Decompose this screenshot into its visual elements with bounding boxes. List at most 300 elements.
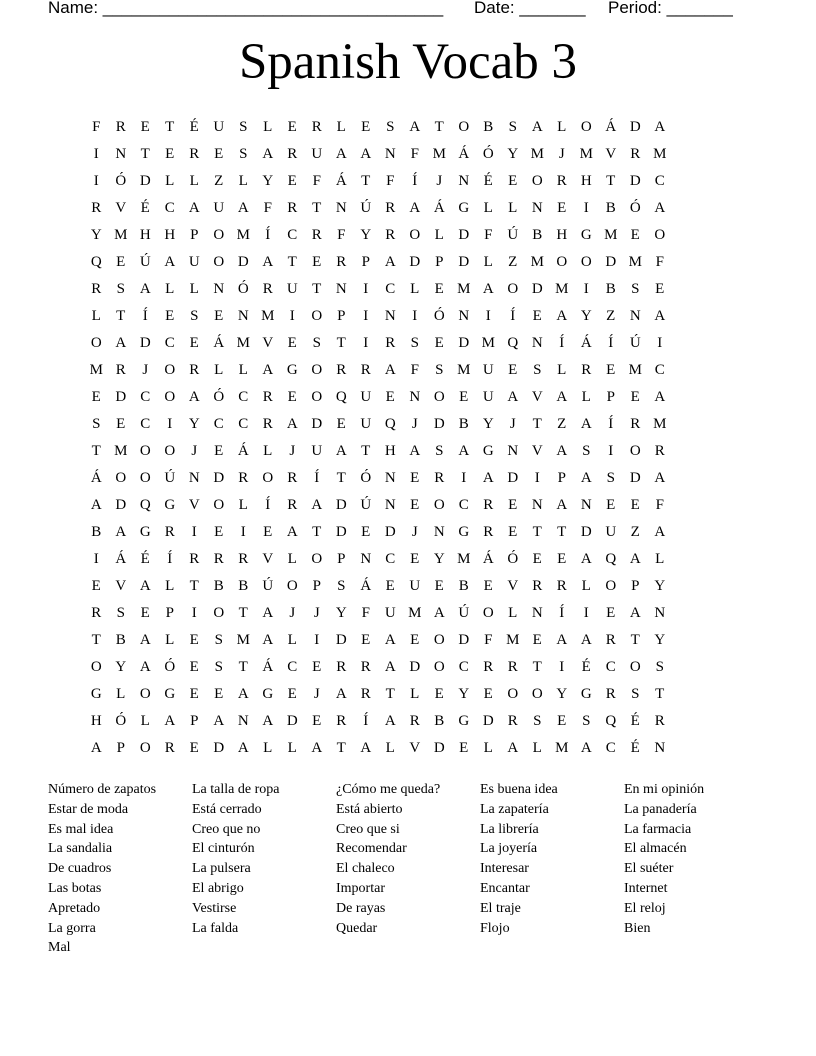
grid-letter[interactable]: D <box>629 119 641 135</box>
grid-letter[interactable]: E <box>214 308 224 324</box>
grid-letter[interactable]: S <box>214 659 223 675</box>
date-field[interactable]: Date: _______ <box>474 0 586 17</box>
grid-letter[interactable]: E <box>287 119 297 135</box>
grid-letter[interactable]: Ó <box>115 173 127 189</box>
grid-letter[interactable]: R <box>360 362 371 378</box>
grid-letter[interactable]: T <box>336 470 346 486</box>
grid-letter[interactable]: O <box>629 659 641 675</box>
grid-letter[interactable]: L <box>165 173 175 189</box>
grid-letter[interactable]: Q <box>335 389 347 405</box>
grid-letter[interactable]: Q <box>384 416 396 432</box>
grid-letter[interactable]: Y <box>507 146 519 162</box>
grid-letter[interactable]: Á <box>482 551 494 567</box>
grid-letter[interactable]: R <box>605 632 616 648</box>
grid-letter[interactable]: T <box>287 254 297 270</box>
grid-letter[interactable]: G <box>482 443 494 459</box>
grid-letter[interactable]: N <box>654 740 666 756</box>
grid-letter[interactable]: R <box>385 335 396 351</box>
grid-letter[interactable]: I <box>93 146 99 162</box>
grid-letter[interactable]: S <box>190 308 199 324</box>
grid-letter[interactable]: S <box>582 713 591 729</box>
grid-letter[interactable]: A <box>629 605 641 621</box>
grid-letter[interactable]: O <box>311 389 323 405</box>
grid-letter[interactable]: O <box>580 119 592 135</box>
grid-letter[interactable]: N <box>384 497 396 513</box>
grid-letter[interactable]: R <box>483 524 494 540</box>
grid-letter[interactable]: O <box>115 470 127 486</box>
grid-letter[interactable]: A <box>654 308 666 324</box>
grid-letter[interactable]: E <box>434 335 444 351</box>
grid-letter[interactable]: A <box>580 551 592 567</box>
grid-letter[interactable]: Ó <box>213 389 225 405</box>
grid-letter[interactable]: E <box>312 254 322 270</box>
grid-letter[interactable]: R <box>189 551 200 567</box>
grid-letter[interactable]: L <box>165 281 175 297</box>
grid-letter[interactable]: P <box>165 605 174 621</box>
grid-letter[interactable]: E <box>606 605 616 621</box>
grid-letter[interactable]: A <box>384 254 396 270</box>
grid-letter[interactable]: R <box>483 659 494 675</box>
grid-letter[interactable]: L <box>165 578 175 594</box>
grid-letter[interactable]: Í <box>265 227 271 243</box>
grid-letter[interactable]: A <box>507 740 519 756</box>
grid-letter[interactable]: Q <box>139 497 151 513</box>
grid-letter[interactable]: A <box>654 119 666 135</box>
grid-letter[interactable]: D <box>139 335 151 351</box>
grid-letter[interactable]: F <box>361 605 370 621</box>
grid-letter[interactable]: M <box>114 227 128 243</box>
grid-letter[interactable]: B <box>115 632 126 648</box>
grid-letter[interactable]: R <box>385 227 396 243</box>
grid-letter[interactable]: M <box>89 362 103 378</box>
grid-letter[interactable]: A <box>556 443 568 459</box>
grid-letter[interactable]: D <box>115 389 127 405</box>
grid-letter[interactable]: E <box>189 632 199 648</box>
grid-letter[interactable]: H <box>164 227 176 243</box>
grid-letter[interactable]: P <box>606 389 615 405</box>
grid-letter[interactable]: Ú <box>507 227 519 243</box>
grid-letter[interactable]: R <box>507 659 518 675</box>
grid-letter[interactable]: R <box>238 470 249 486</box>
grid-letter[interactable]: D <box>531 281 543 297</box>
grid-letter[interactable]: I <box>314 632 320 648</box>
grid-letter[interactable]: V <box>262 551 274 567</box>
grid-letter[interactable]: I <box>240 524 246 540</box>
grid-letter[interactable]: L <box>140 713 150 729</box>
grid-letter[interactable]: G <box>458 713 470 729</box>
grid-letter[interactable]: E <box>312 713 322 729</box>
grid-letter[interactable]: Z <box>606 308 616 324</box>
grid-letter[interactable]: U <box>311 146 323 162</box>
grid-letter[interactable]: A <box>262 632 274 648</box>
grid-letter[interactable]: Z <box>557 416 567 432</box>
grid-letter[interactable]: I <box>461 470 467 486</box>
grid-letter[interactable]: D <box>311 416 323 432</box>
grid-letter[interactable]: P <box>337 551 346 567</box>
grid-letter[interactable]: H <box>90 713 102 729</box>
grid-letter[interactable]: U <box>482 362 494 378</box>
grid-letter[interactable]: E <box>532 551 542 567</box>
grid-letter[interactable]: T <box>434 119 444 135</box>
grid-letter[interactable]: E <box>214 524 224 540</box>
grid-letter[interactable]: M <box>236 227 250 243</box>
grid-letter[interactable]: N <box>629 308 641 324</box>
grid-letter[interactable]: J <box>411 416 418 432</box>
grid-letter[interactable]: N <box>458 173 470 189</box>
grid-letter[interactable]: E <box>287 173 297 189</box>
grid-letter[interactable]: P <box>312 578 321 594</box>
grid-letter[interactable]: R <box>336 254 347 270</box>
grid-letter[interactable]: O <box>90 335 102 351</box>
grid-letter[interactable]: É <box>630 740 640 756</box>
grid-letter[interactable]: E <box>508 362 518 378</box>
grid-letter[interactable]: O <box>286 578 298 594</box>
grid-letter[interactable]: I <box>583 200 589 216</box>
grid-letter[interactable]: L <box>238 362 248 378</box>
grid-letter[interactable]: A <box>409 200 421 216</box>
grid-letter[interactable]: E <box>189 740 199 756</box>
grid-letter[interactable]: N <box>654 605 666 621</box>
grid-letter[interactable]: A <box>237 686 249 702</box>
grid-letter[interactable]: E <box>214 443 224 459</box>
grid-letter[interactable]: E <box>312 659 322 675</box>
grid-letter[interactable]: F <box>655 497 664 513</box>
grid-letter[interactable]: E <box>630 497 640 513</box>
grid-letter[interactable]: R <box>287 146 298 162</box>
grid-letter[interactable]: O <box>311 308 323 324</box>
grid-letter[interactable]: Í <box>265 497 271 513</box>
grid-letter[interactable]: I <box>657 335 663 351</box>
grid-letter[interactable]: Á <box>262 659 274 675</box>
grid-letter[interactable]: O <box>409 227 421 243</box>
grid-letter[interactable]: M <box>261 308 275 324</box>
grid-letter[interactable]: Í <box>608 416 614 432</box>
grid-letter[interactable]: S <box>606 470 615 486</box>
grid-letter[interactable]: Í <box>363 713 369 729</box>
grid-letter[interactable]: Y <box>90 227 102 243</box>
grid-letter[interactable]: N <box>335 200 347 216</box>
grid-letter[interactable]: V <box>262 335 274 351</box>
grid-letter[interactable]: A <box>311 497 323 513</box>
grid-letter[interactable]: C <box>385 281 396 297</box>
grid-letter[interactable]: M <box>408 605 422 621</box>
grid-letter[interactable]: A <box>188 200 200 216</box>
grid-letter[interactable]: R <box>581 362 592 378</box>
grid-letter[interactable]: O <box>213 254 225 270</box>
grid-letter[interactable]: B <box>458 416 469 432</box>
grid-letter[interactable]: I <box>363 308 369 324</box>
grid-letter[interactable]: U <box>213 200 225 216</box>
grid-letter[interactable]: Á <box>213 335 225 351</box>
grid-letter[interactable]: F <box>263 200 272 216</box>
grid-letter[interactable]: D <box>458 335 470 351</box>
grid-letter[interactable]: E <box>116 416 126 432</box>
grid-letter[interactable]: S <box>631 686 640 702</box>
grid-letter[interactable]: D <box>433 740 445 756</box>
grid-letter[interactable]: O <box>164 443 176 459</box>
grid-letter[interactable]: E <box>189 335 199 351</box>
grid-letter[interactable]: M <box>457 362 471 378</box>
grid-letter[interactable]: A <box>409 443 421 459</box>
grid-letter[interactable]: A <box>384 362 396 378</box>
grid-letter[interactable]: P <box>116 740 125 756</box>
grid-letter[interactable]: M <box>555 740 569 756</box>
grid-letter[interactable]: D <box>605 254 617 270</box>
grid-letter[interactable]: C <box>458 497 469 513</box>
grid-letter[interactable]: A <box>654 200 666 216</box>
grid-letter[interactable]: V <box>188 497 200 513</box>
grid-letter[interactable]: D <box>482 713 494 729</box>
grid-letter[interactable]: V <box>531 443 543 459</box>
grid-letter[interactable]: L <box>434 227 444 243</box>
grid-letter[interactable]: Y <box>262 173 274 189</box>
grid-letter[interactable]: R <box>630 416 641 432</box>
grid-letter[interactable]: A <box>237 200 249 216</box>
grid-letter[interactable]: S <box>116 281 125 297</box>
grid-letter[interactable]: E <box>606 362 616 378</box>
grid-letter[interactable]: M <box>481 335 495 351</box>
grid-letter[interactable]: D <box>139 173 151 189</box>
grid-letter[interactable]: V <box>507 578 519 594</box>
grid-letter[interactable]: M <box>457 551 471 567</box>
grid-letter[interactable]: N <box>458 308 470 324</box>
grid-letter[interactable]: S <box>337 578 346 594</box>
grid-letter[interactable]: A <box>360 146 372 162</box>
grid-letter[interactable]: O <box>90 659 102 675</box>
grid-letter[interactable]: M <box>555 281 569 297</box>
grid-letter[interactable]: E <box>214 686 224 702</box>
grid-letter[interactable]: A <box>139 632 151 648</box>
grid-letter[interactable]: V <box>115 200 127 216</box>
grid-letter[interactable]: T <box>312 281 322 297</box>
grid-letter[interactable]: B <box>605 200 616 216</box>
grid-letter[interactable]: N <box>580 497 592 513</box>
grid-letter[interactable]: R <box>115 362 126 378</box>
grid-letter[interactable]: M <box>530 254 544 270</box>
grid-letter[interactable]: P <box>337 308 346 324</box>
grid-letter[interactable]: R <box>556 578 567 594</box>
grid-letter[interactable]: F <box>312 173 321 189</box>
grid-letter[interactable]: O <box>629 443 641 459</box>
grid-letter[interactable]: L <box>410 686 420 702</box>
grid-letter[interactable]: T <box>532 659 542 675</box>
grid-letter[interactable]: A <box>482 470 494 486</box>
grid-letter[interactable]: N <box>384 146 396 162</box>
grid-letter[interactable]: T <box>91 632 101 648</box>
grid-letter[interactable]: E <box>361 632 371 648</box>
grid-letter[interactable]: T <box>385 686 395 702</box>
grid-letter[interactable]: A <box>213 713 225 729</box>
grid-letter[interactable]: M <box>604 227 618 243</box>
grid-letter[interactable]: L <box>165 632 175 648</box>
grid-letter[interactable]: A <box>507 389 519 405</box>
grid-letter[interactable]: L <box>557 362 567 378</box>
grid-letter[interactable]: E <box>165 146 175 162</box>
grid-letter[interactable]: J <box>289 443 296 459</box>
grid-letter[interactable]: F <box>410 362 419 378</box>
grid-letter[interactable]: C <box>164 335 175 351</box>
grid-letter[interactable]: V <box>605 146 617 162</box>
grid-letter[interactable]: S <box>312 335 321 351</box>
grid-letter[interactable]: H <box>556 227 568 243</box>
grid-letter[interactable]: C <box>605 659 616 675</box>
grid-letter[interactable]: E <box>361 524 371 540</box>
grid-letter[interactable]: Z <box>214 173 224 189</box>
grid-letter[interactable]: C <box>140 416 151 432</box>
grid-letter[interactable]: Ó <box>629 200 641 216</box>
grid-letter[interactable]: E <box>459 740 469 756</box>
grid-letter[interactable]: I <box>191 605 197 621</box>
grid-letter[interactable]: E <box>287 686 297 702</box>
grid-letter[interactable]: O <box>213 227 225 243</box>
grid-letter[interactable]: A <box>335 686 347 702</box>
grid-letter[interactable]: J <box>509 416 516 432</box>
grid-letter[interactable]: Á <box>458 146 470 162</box>
grid-letter[interactable]: Í <box>559 605 565 621</box>
grid-letter[interactable]: J <box>313 686 320 702</box>
grid-letter[interactable]: B <box>213 578 224 594</box>
grid-letter[interactable]: Í <box>314 470 320 486</box>
grid-letter[interactable]: D <box>115 497 127 513</box>
name-field[interactable]: Name: ____________________________________ <box>48 0 444 17</box>
grid-letter[interactable]: Í <box>167 551 173 567</box>
grid-letter[interactable]: L <box>508 605 518 621</box>
grid-letter[interactable]: Y <box>556 686 568 702</box>
grid-letter[interactable]: R <box>262 389 273 405</box>
grid-letter[interactable]: U <box>188 254 200 270</box>
grid-letter[interactable]: M <box>628 254 642 270</box>
grid-letter[interactable]: B <box>458 578 469 594</box>
grid-letter[interactable]: A <box>262 146 274 162</box>
grid-letter[interactable]: É <box>140 551 150 567</box>
grid-letter[interactable]: C <box>287 659 298 675</box>
grid-letter[interactable]: I <box>412 308 418 324</box>
grid-letter[interactable]: E <box>557 200 567 216</box>
grid-letter[interactable]: E <box>606 497 616 513</box>
grid-letter[interactable]: T <box>116 308 126 324</box>
grid-letter[interactable]: F <box>92 119 101 135</box>
grid-letter[interactable]: N <box>531 200 543 216</box>
grid-letter[interactable]: R <box>532 578 543 594</box>
grid-letter[interactable]: Z <box>508 254 518 270</box>
grid-letter[interactable]: S <box>386 119 395 135</box>
grid-letter[interactable]: C <box>213 416 224 432</box>
grid-letter[interactable]: L <box>189 281 199 297</box>
grid-letter[interactable]: Á <box>115 551 127 567</box>
grid-letter[interactable]: E <box>655 281 665 297</box>
grid-letter[interactable]: D <box>433 416 445 432</box>
grid-letter[interactable]: D <box>237 254 249 270</box>
grid-letter[interactable]: A <box>139 578 151 594</box>
grid-letter[interactable]: I <box>191 524 197 540</box>
grid-letter[interactable]: Q <box>605 551 617 567</box>
grid-letter[interactable]: D <box>335 524 347 540</box>
grid-letter[interactable]: L <box>238 497 248 513</box>
grid-letter[interactable]: E <box>263 524 273 540</box>
grid-letter[interactable]: Á <box>433 200 445 216</box>
grid-letter[interactable]: R <box>336 713 347 729</box>
grid-letter[interactable]: R <box>360 659 371 675</box>
grid-letter[interactable]: P <box>190 713 199 729</box>
grid-letter[interactable]: R <box>654 443 665 459</box>
grid-letter[interactable]: L <box>91 308 101 324</box>
grid-letter[interactable]: I <box>363 281 369 297</box>
grid-letter[interactable]: Á <box>90 470 102 486</box>
grid-letter[interactable]: E <box>483 686 493 702</box>
grid-letter[interactable]: Á <box>605 119 617 135</box>
grid-letter[interactable]: R <box>287 470 298 486</box>
grid-letter[interactable]: E <box>459 389 469 405</box>
grid-letter[interactable]: I <box>485 308 491 324</box>
grid-letter[interactable]: L <box>483 740 493 756</box>
grid-letter[interactable]: E <box>287 389 297 405</box>
period-field[interactable]: Period: _______ <box>608 0 733 17</box>
grid-letter[interactable]: C <box>140 389 151 405</box>
grid-letter[interactable]: A <box>311 740 323 756</box>
grid-letter[interactable]: O <box>580 254 592 270</box>
grid-letter[interactable]: N <box>531 335 543 351</box>
grid-letter[interactable]: O <box>213 605 225 621</box>
grid-letter[interactable]: A <box>580 740 592 756</box>
grid-letter[interactable]: D <box>629 470 641 486</box>
grid-letter[interactable]: N <box>531 497 543 513</box>
grid-letter[interactable]: L <box>483 200 493 216</box>
grid-letter[interactable]: R <box>630 146 641 162</box>
grid-letter[interactable]: G <box>458 524 470 540</box>
grid-letter[interactable]: N <box>384 308 396 324</box>
grid-letter[interactable]: D <box>335 497 347 513</box>
grid-letter[interactable]: R <box>605 686 616 702</box>
grid-letter[interactable]: A <box>360 740 372 756</box>
grid-letter[interactable]: Á <box>360 578 372 594</box>
grid-letter[interactable]: E <box>140 119 150 135</box>
grid-letter[interactable]: U <box>360 416 372 432</box>
grid-letter[interactable]: J <box>289 605 296 621</box>
grid-letter[interactable]: E <box>434 281 444 297</box>
grid-letter[interactable]: D <box>384 524 396 540</box>
grid-letter[interactable]: B <box>91 524 102 540</box>
grid-letter[interactable]: Ó <box>507 551 519 567</box>
grid-letter[interactable]: I <box>167 416 173 432</box>
grid-letter[interactable]: J <box>191 443 198 459</box>
grid-letter[interactable]: T <box>557 524 567 540</box>
grid-letter[interactable]: B <box>605 281 616 297</box>
grid-letter[interactable]: T <box>140 146 150 162</box>
grid-letter[interactable]: H <box>139 227 151 243</box>
grid-letter[interactable]: A <box>629 551 641 567</box>
grid-letter[interactable]: I <box>583 281 589 297</box>
grid-letter[interactable]: T <box>238 605 248 621</box>
grid-letter[interactable]: M <box>506 632 520 648</box>
grid-letter[interactable]: S <box>582 443 591 459</box>
grid-letter[interactable]: A <box>90 740 102 756</box>
grid-letter[interactable]: O <box>164 389 176 405</box>
grid-letter[interactable]: J <box>313 605 320 621</box>
grid-letter[interactable]: N <box>213 281 225 297</box>
grid-letter[interactable]: F <box>386 173 395 189</box>
grid-letter[interactable]: G <box>90 686 102 702</box>
grid-letter[interactable]: M <box>530 146 544 162</box>
grid-letter[interactable]: O <box>433 497 445 513</box>
grid-letter[interactable]: A <box>482 281 494 297</box>
grid-letter[interactable]: S <box>435 443 444 459</box>
grid-letter[interactable]: O <box>507 686 519 702</box>
grid-letter[interactable]: R <box>360 686 371 702</box>
grid-letter[interactable]: A <box>335 443 347 459</box>
grid-letter[interactable]: D <box>629 173 641 189</box>
grid-letter[interactable]: Q <box>605 713 617 729</box>
grid-letter[interactable]: S <box>435 362 444 378</box>
